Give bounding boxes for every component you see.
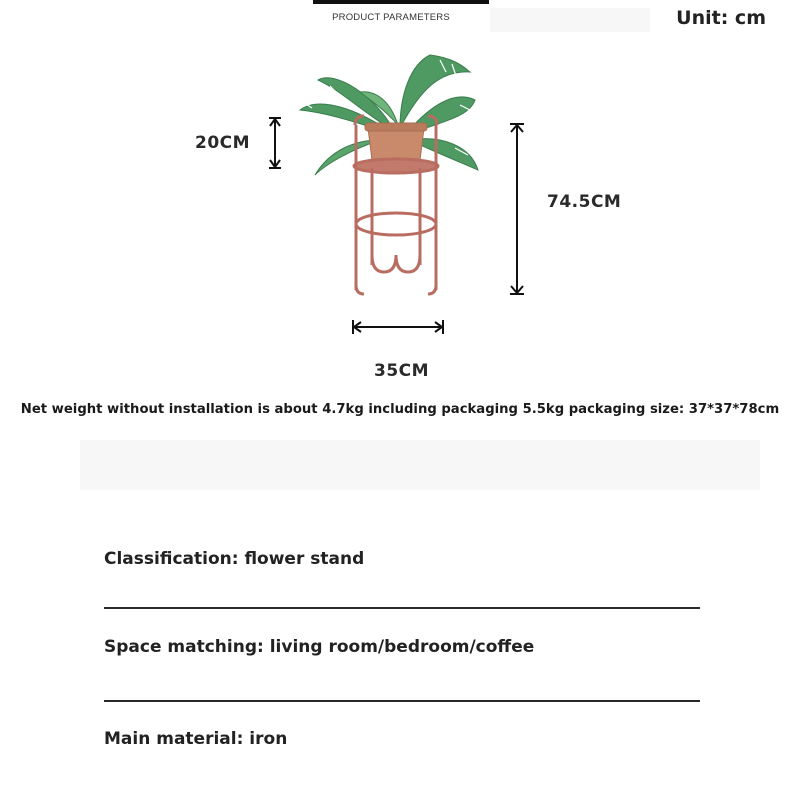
total-height-arrow [510,124,524,294]
divider [104,700,700,702]
width-label: 35CM [374,361,430,381]
weight-note: Net weight without installation is about 4.7kg including packaging 5.5kg packaging size: 37*37*78cm [20,402,780,417]
spec-space-matching: Space matching: living room/bedroom/coffee [104,637,535,657]
total-height-label: 74.5CM [547,192,622,212]
divider [104,607,700,609]
spec-material: Main material: iron [104,729,288,749]
pot-height-arrow [269,118,281,168]
pot-height-label: 20CM [195,133,251,153]
unit-label: Unit: cm [676,7,766,29]
background-smudge [80,440,760,490]
spec-classification: Classification: flower stand [104,549,365,569]
page-title: PRODUCT PARAMETERS [332,12,450,23]
width-arrow [353,320,443,334]
